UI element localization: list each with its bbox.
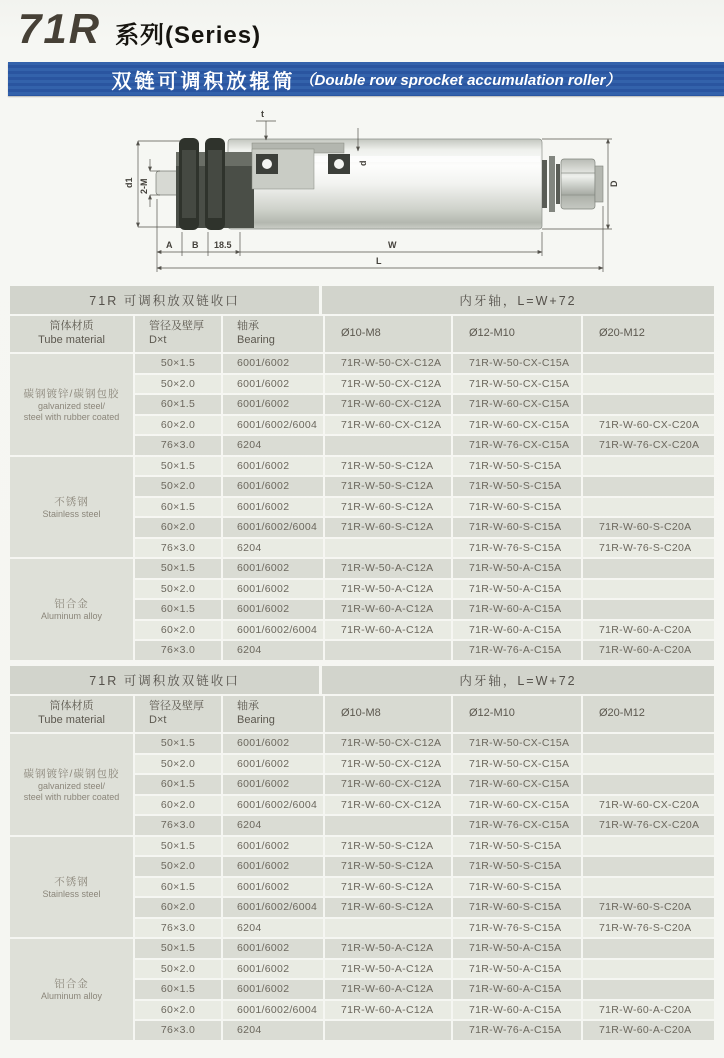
model-c12a-cell [325,1021,451,1040]
model-c15a-cell: 71R-W-76-CX-C15A [453,816,581,835]
model-c12a-cell: 71R-W-50-CX-C12A [325,375,451,394]
model-c20a-cell [583,960,714,979]
model-c12a-cell: 71R-W-50-CX-C12A [325,354,451,373]
model-c15a-cell: 71R-W-76-A-C15A [453,641,581,660]
model-c15a-cell: 71R-W-50-S-C15A [453,837,581,856]
model-c20a-cell [583,498,714,517]
model-c20a-cell [583,878,714,897]
size-cell: 60×1.5 [135,775,221,794]
col-header-size: 管径及壁厚 D×t [135,696,221,732]
material-name-en: Aluminum alloy [40,611,103,622]
bearing-cell: 6204 [223,539,323,558]
model-c15a-cell: 71R-W-60-A-C15A [453,980,581,999]
model-c20a-cell [583,375,714,394]
bearing-cell: 6001/6002 [223,477,323,496]
bearing-cell: 6001/6002 [223,755,323,774]
model-c12a-cell: 71R-W-50-CX-C12A [325,755,451,774]
model-c12a-cell: 71R-W-50-S-C12A [325,857,451,876]
model-c12a-cell: 71R-W-60-CX-C12A [325,395,451,414]
size-cell: 50×1.5 [135,939,221,958]
model-c12a-cell: 71R-W-60-CX-C12A [325,775,451,794]
model-c12a-cell: 71R-W-60-CX-C12A [325,416,451,435]
banner-title-cn: 双链可调积放辊筒 [111,70,296,93]
material-name-en: galvanized steel/ [37,780,106,791]
model-c15a-cell: 71R-W-60-S-C15A [453,498,581,517]
bearing-cell: 6001/6002 [223,395,323,414]
model-c20a-cell [583,354,714,373]
col-header-m12: Ø20-M12 [583,696,714,732]
material-group [10,457,714,558]
size-cell: 60×2.0 [135,518,221,537]
size-cell: 76×3.0 [135,1021,221,1040]
bearing-cell: 6204 [223,919,323,938]
model-c12a-cell: 71R-W-60-S-C12A [325,498,451,517]
size-cell: 76×3.0 [135,436,221,455]
model-c15a-cell: 71R-W-60-CX-C15A [453,796,581,815]
material-cell [10,837,133,938]
model-c12a-cell [325,919,451,938]
model-c20a-cell: 71R-W-60-A-C20A [583,641,714,660]
model-c20a-cell: 71R-W-60-S-C20A [583,898,714,917]
model-c20a-cell [583,600,714,619]
material-name-cn: 不锈钢 [54,495,89,508]
bearing-cell: 6001/6002/6004 [223,621,323,640]
model-c12a-cell: 71R-W-60-A-C12A [325,600,451,619]
dim-label-B: B [192,240,199,250]
model-c20a-cell [583,775,714,794]
bearing-cell: 6001/6002 [223,600,323,619]
table-section-header [10,286,714,314]
material-name-en: Aluminum alloy [40,991,103,1002]
dim-label-t: t [261,109,264,119]
material-cell [10,559,133,660]
model-c15a-cell: 71R-W-60-A-C15A [453,600,581,619]
table-section-header [10,666,714,694]
bearing-cell: 6001/6002 [223,375,323,394]
model-c15a-cell: 71R-W-60-A-C15A [453,621,581,640]
size-cell: 60×1.5 [135,878,221,897]
bearing-cell: 6001/6002 [223,837,323,856]
model-c20a-cell: 71R-W-60-A-C20A [583,1001,714,1020]
material-name-cn: 铝合金 [54,598,89,611]
model-c15a-cell: 71R-W-76-S-C15A [453,919,581,938]
roller-technical-drawing [0,104,724,284]
bearing-cell: 6001/6002/6004 [223,796,323,815]
section-title: 71R 可调积放双链收口 [10,286,319,314]
material-group [10,939,714,1040]
model-c20a-cell [583,457,714,476]
model-c12a-cell: 71R-W-60-S-C12A [325,518,451,537]
shaft-type-title: 内牙轴，L=W+72 [322,666,714,694]
hex-nut [561,159,603,209]
banner-title-en: （Double row sprocket accumulation roller） [299,71,621,89]
bearing-cell: 6001/6002 [223,354,323,373]
model-c15a-cell: 71R-W-60-S-C15A [453,518,581,537]
material-name-en: galvanized steel/ [37,400,106,411]
model-c20a-cell [583,395,714,414]
bearing-cell: 6001/6002/6004 [223,1001,323,1020]
model-c12a-cell [325,816,451,835]
bearing-cell: 6001/6002 [223,878,323,897]
model-c20a-cell: 71R-W-60-A-C20A [583,621,714,640]
material-group [10,734,714,835]
material-cell [10,354,133,455]
bearing-cell: 6001/6002 [223,960,323,979]
model-c20a-cell: 71R-W-60-S-C20A [583,518,714,537]
model-c15a-cell: 71R-W-50-A-C15A [453,559,581,578]
series-number: 71R [18,5,102,52]
model-c20a-cell [583,559,714,578]
dim-label-A: A [166,240,173,250]
size-cell: 76×3.0 [135,539,221,558]
size-cell: 60×2.0 [135,1001,221,1020]
bearing-cell: 6001/6002 [223,559,323,578]
col-header-bearing: 轴承 Bearing [223,696,323,732]
dim-label-L: L [376,256,382,266]
spec-table-2 [10,666,714,1040]
model-c20a-cell [583,857,714,876]
series-suffix: 系列(Series) [115,22,262,49]
model-c15a-cell: 71R-W-50-CX-C15A [453,734,581,753]
dim-label-2m: 2-M [139,178,149,194]
shaft-type-title: 内牙轴，L=W+72 [322,286,714,314]
bearing-cell: 6204 [223,816,323,835]
dim-label-d1: d1 [124,177,134,188]
material-name-en: Stainless steel [42,888,101,899]
model-c20a-cell [583,477,714,496]
size-cell: 60×1.5 [135,498,221,517]
size-cell: 76×3.0 [135,816,221,835]
material-cell [10,734,133,835]
model-c15a-cell: 71R-W-60-CX-C15A [453,775,581,794]
bearing-cell: 6001/6002 [223,580,323,599]
material-cell [10,457,133,558]
bearing-cell: 6001/6002/6004 [223,416,323,435]
size-cell: 60×2.0 [135,621,221,640]
spec-table-1 [10,286,714,660]
model-c15a-cell: 71R-W-60-CX-C15A [453,416,581,435]
size-cell: 50×2.0 [135,755,221,774]
size-cell: 50×2.0 [135,960,221,979]
model-c15a-cell: 71R-W-76-CX-C15A [453,436,581,455]
material-name-en: Stainless steel [42,508,101,519]
col-header-bearing: 轴承 Bearing [223,316,323,352]
size-cell: 50×1.5 [135,734,221,753]
col-header-m10: Ø12-M10 [453,696,581,732]
size-cell: 50×2.0 [135,375,221,394]
model-c20a-cell [583,939,714,958]
bearing-cell: 6001/6002 [223,775,323,794]
model-c15a-cell: 71R-W-50-A-C15A [453,960,581,979]
bearing-cell: 6001/6002 [223,498,323,517]
model-c12a-cell: 71R-W-60-S-C12A [325,898,451,917]
model-c15a-cell: 71R-W-50-S-C15A [453,477,581,496]
model-c20a-cell: 71R-W-76-CX-C20A [583,436,714,455]
size-cell: 76×3.0 [135,641,221,660]
material-name-cn: 碳钢镀锌/碳钢包胶 [23,387,120,400]
model-c20a-cell [583,980,714,999]
model-c20a-cell: 71R-W-76-S-C20A [583,539,714,558]
bearing-cell: 6001/6002 [223,939,323,958]
model-c15a-cell: 71R-W-50-A-C15A [453,580,581,599]
col-header-m10: Ø12-M10 [453,316,581,352]
model-c15a-cell: 71R-W-76-S-C15A [453,539,581,558]
col-header-material: 筒体材质 Tube material [10,316,133,352]
bearing-cell: 6204 [223,436,323,455]
col-header-size: 管径及壁厚 D×t [135,316,221,352]
size-cell: 50×1.5 [135,457,221,476]
model-c12a-cell [325,641,451,660]
dim-label-W: W [388,240,397,250]
material-group [10,559,714,660]
model-c15a-cell: 71R-W-60-A-C15A [453,1001,581,1020]
bearing-cell: 6204 [223,641,323,660]
model-c20a-cell: 71R-W-60-CX-C20A [583,796,714,815]
size-cell: 50×2.0 [135,857,221,876]
model-c20a-cell [583,837,714,856]
bearing-cell: 6001/6002 [223,457,323,476]
model-c12a-cell: 71R-W-50-A-C12A [325,939,451,958]
model-c12a-cell: 71R-W-50-A-C12A [325,559,451,578]
col-header-m8: Ø10-M8 [325,696,451,732]
model-c15a-cell: 71R-W-76-A-C15A [453,1021,581,1040]
model-c12a-cell [325,539,451,558]
model-c15a-cell: 71R-W-50-CX-C15A [453,755,581,774]
product-banner [8,62,724,96]
size-cell: 60×2.0 [135,796,221,815]
size-cell: 60×1.5 [135,980,221,999]
model-c12a-cell: 71R-W-60-S-C12A [325,878,451,897]
model-c12a-cell [325,436,451,455]
dim-label-d: d [358,160,368,166]
size-cell: 50×1.5 [135,559,221,578]
bearing-cell: 6001/6002 [223,980,323,999]
bearing-cell: 6001/6002 [223,857,323,876]
size-cell: 60×1.5 [135,395,221,414]
material-group [10,837,714,938]
material-name-cn: 碳钢镀锌/碳钢包胶 [23,767,120,780]
model-c15a-cell: 71R-W-50-CX-C15A [453,354,581,373]
size-cell: 60×2.0 [135,898,221,917]
model-c15a-cell: 71R-W-60-CX-C15A [453,395,581,414]
model-c15a-cell: 71R-W-60-S-C15A [453,878,581,897]
model-c12a-cell: 71R-W-50-S-C12A [325,477,451,496]
model-c12a-cell: 71R-W-50-CX-C12A [325,734,451,753]
model-c20a-cell [583,580,714,599]
size-cell: 76×3.0 [135,919,221,938]
table-column-headers [10,696,714,732]
material-name-en: steel with rubber coated [23,411,120,422]
bearing-cell: 6204 [223,1021,323,1040]
col-header-material: 筒体材质 Tube material [10,696,133,732]
model-c12a-cell: 71R-W-60-A-C12A [325,980,451,999]
dim-label-D: D [609,180,619,187]
model-c20a-cell [583,734,714,753]
model-c12a-cell: 71R-W-50-A-C12A [325,580,451,599]
material-name-cn: 铝合金 [54,978,89,991]
material-name-en: steel with rubber coated [23,791,120,802]
size-cell: 50×1.5 [135,354,221,373]
size-cell: 50×1.5 [135,837,221,856]
dim-label-18-5: 18.5 [214,240,232,250]
material-group [10,354,714,455]
material-cell [10,939,133,1040]
model-c12a-cell: 71R-W-60-A-C12A [325,1001,451,1020]
model-c20a-cell: 71R-W-76-S-C20A [583,919,714,938]
model-c20a-cell: 71R-W-60-A-C20A [583,1021,714,1040]
bearing-cell: 6001/6002 [223,734,323,753]
col-header-m8: Ø10-M8 [325,316,451,352]
model-c12a-cell: 71R-W-50-S-C12A [325,837,451,856]
size-cell: 60×2.0 [135,416,221,435]
size-cell: 60×1.5 [135,600,221,619]
model-c12a-cell: 71R-W-50-A-C12A [325,960,451,979]
model-c20a-cell [583,755,714,774]
model-c20a-cell: 71R-W-76-CX-C20A [583,816,714,835]
model-c12a-cell: 71R-W-60-A-C12A [325,621,451,640]
model-c15a-cell: 71R-W-50-A-C15A [453,939,581,958]
col-header-m12: Ø20-M12 [583,316,714,352]
model-c20a-cell: 71R-W-60-CX-C20A [583,416,714,435]
material-name-cn: 不锈钢 [54,875,89,888]
size-cell: 50×2.0 [135,477,221,496]
model-c15a-cell: 71R-W-50-S-C15A [453,457,581,476]
section-title: 71R 可调积放双链收口 [10,666,319,694]
bearing-cell: 6001/6002/6004 [223,518,323,537]
size-cell: 50×2.0 [135,580,221,599]
model-c12a-cell: 71R-W-60-CX-C12A [325,796,451,815]
model-c12a-cell: 71R-W-50-S-C12A [325,457,451,476]
model-c15a-cell: 71R-W-60-S-C15A [453,898,581,917]
model-c15a-cell: 71R-W-50-S-C15A [453,857,581,876]
model-c15a-cell: 71R-W-50-CX-C15A [453,375,581,394]
page-title [18,5,262,52]
bearing-cell: 6001/6002/6004 [223,898,323,917]
table-column-headers [10,316,714,352]
